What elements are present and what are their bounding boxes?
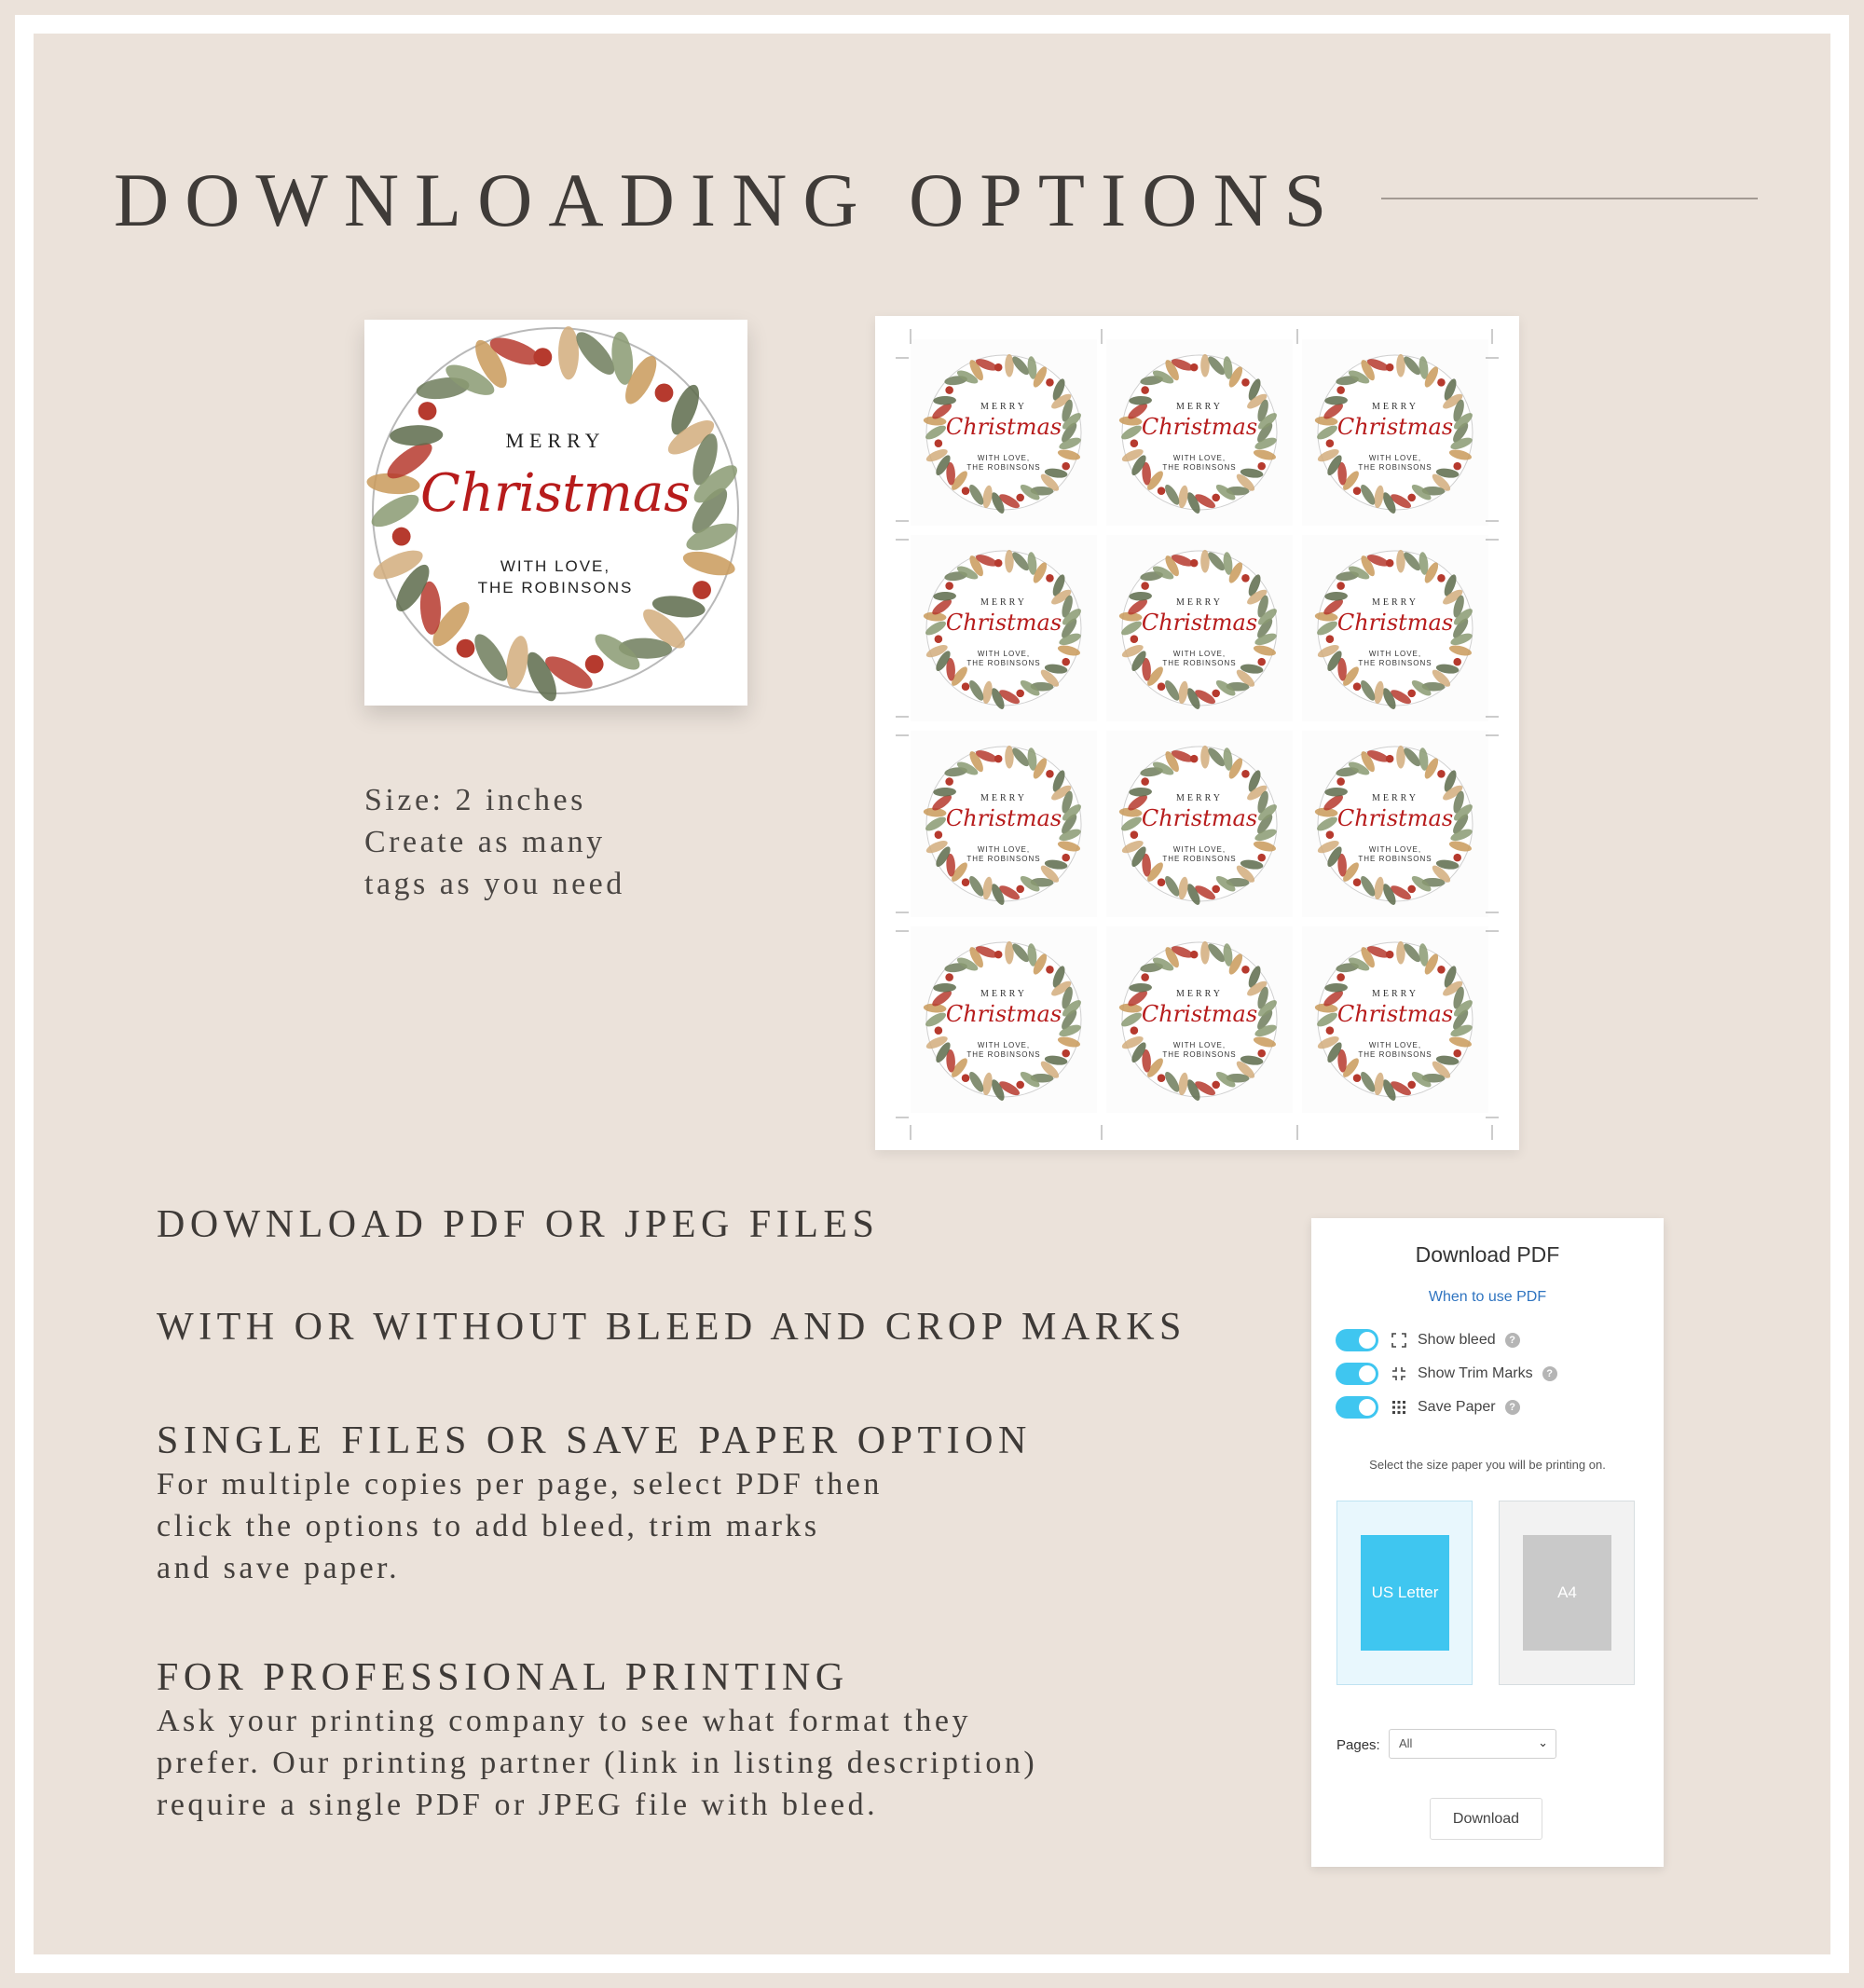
svg-text:Christmas: Christmas: [1141, 610, 1258, 636]
sheet-tag: [911, 339, 1097, 526]
expand-corners-icon: [1391, 1333, 1406, 1348]
feature-heading: SINGLE FILES OR SAVE PAPER OPTION: [157, 1419, 1032, 1462]
svg-text:WITH LOVE,: WITH LOVE,: [1368, 845, 1422, 854]
svg-text:WITH LOVE,: WITH LOVE,: [1172, 454, 1227, 462]
download-pdf-panel: [1311, 1218, 1664, 1867]
sheet-tag: [1302, 731, 1488, 917]
sheet-tag: [911, 731, 1097, 917]
option-save-paper: [1336, 1395, 1520, 1419]
feature-download-formats: [157, 1202, 879, 1247]
svg-text:WITH LOVE,: WITH LOVE,: [1172, 845, 1227, 854]
feature-heading: FOR PROFESSIONAL PRINTING: [157, 1656, 849, 1699]
svg-text:WITH LOVE,: WITH LOVE,: [1172, 1041, 1227, 1049]
sheet-tag: [1106, 339, 1293, 526]
svg-text:THE ROBINSONS: THE ROBINSONS: [966, 855, 1041, 863]
option-label: Show bleed: [1418, 1332, 1496, 1348]
save-paper-toggle[interactable]: [1336, 1396, 1378, 1419]
svg-text:WITH LOVE,: WITH LOVE,: [1368, 454, 1422, 462]
tag-family-name: THE ROBINSONS: [477, 579, 634, 596]
svg-text:THE ROBINSONS: THE ROBINSONS: [1358, 1050, 1432, 1059]
sheet-tag: [1106, 731, 1293, 917]
show-bleed-toggle[interactable]: [1336, 1329, 1378, 1351]
tag-christmas-script: Christmas: [419, 463, 692, 524]
svg-text:Christmas: Christmas: [1141, 805, 1258, 831]
feature-body-line: prefer. Our printing partner (link in listing description): [157, 1746, 1038, 1780]
show-trim-marks-toggle[interactable]: [1336, 1363, 1378, 1385]
svg-text:WITH LOVE,: WITH LOVE,: [977, 650, 1031, 658]
pages-label: Pages:: [1336, 1737, 1380, 1753]
svg-text:MERRY: MERRY: [1371, 793, 1419, 803]
feature-professional-printing: [157, 1655, 1037, 1826]
feature-body-line: For multiple copies per page, select PDF then: [157, 1467, 883, 1501]
svg-text:THE ROBINSONS: THE ROBINSONS: [1358, 659, 1432, 667]
svg-text:THE ROBINSONS: THE ROBINSONS: [966, 659, 1041, 667]
svg-text:MERRY: MERRY: [1175, 793, 1224, 803]
svg-text:MERRY: MERRY: [1175, 402, 1224, 412]
option-label: Show Trim Marks: [1418, 1365, 1533, 1381]
page-title: DOWNLOADING OPTIONS: [114, 158, 1343, 242]
sheet-tag: [1106, 535, 1293, 721]
svg-text:Christmas: Christmas: [945, 414, 1062, 440]
svg-text:THE ROBINSONS: THE ROBINSONS: [1162, 659, 1237, 667]
grid-icon: [1391, 1400, 1406, 1415]
option-show-trim-marks: [1336, 1362, 1557, 1386]
tag-sheet-preview: [875, 316, 1519, 1150]
feature-body-line: require a single PDF or JPEG file with bleed.: [157, 1788, 879, 1822]
tag-sheet-graphic: [875, 316, 1519, 1150]
svg-text:THE ROBINSONS: THE ROBINSONS: [1358, 463, 1432, 472]
feature-body-line: Ask your printing company to see what format they: [157, 1704, 972, 1738]
option-show-bleed: [1336, 1328, 1520, 1352]
feature-body-line: click the options to add bleed, trim marks: [157, 1509, 820, 1543]
svg-text:THE ROBINSONS: THE ROBINSONS: [1162, 855, 1237, 863]
svg-text:THE ROBINSONS: THE ROBINSONS: [1162, 1050, 1237, 1059]
svg-text:MERRY: MERRY: [980, 989, 1028, 999]
svg-text:MERRY: MERRY: [1371, 597, 1419, 608]
svg-text:MERRY: MERRY: [1371, 989, 1419, 999]
pages-select[interactable]: [1389, 1729, 1556, 1759]
svg-text:WITH LOVE,: WITH LOVE,: [1368, 1041, 1422, 1049]
svg-text:WITH LOVE,: WITH LOVE,: [1368, 650, 1422, 658]
svg-text:WITH LOVE,: WITH LOVE,: [1172, 650, 1227, 658]
paper-size-hint: Select the size paper you will be printing on.: [1369, 1458, 1606, 1472]
chevron-down-icon: ⌄: [1538, 1735, 1548, 1749]
help-icon[interactable]: ?: [1542, 1366, 1557, 1381]
feature-body: [157, 1700, 1037, 1826]
svg-text:MERRY: MERRY: [980, 402, 1028, 412]
size-line: Size: 2 inches: [364, 783, 586, 817]
panel-title: Download PDF: [1415, 1242, 1560, 1267]
sheet-tag: [1302, 926, 1488, 1113]
wreath-tag-graphic: [364, 320, 747, 706]
svg-text:Christmas: Christmas: [1336, 610, 1454, 636]
svg-text:Christmas: Christmas: [945, 610, 1062, 636]
feature-body-line: and save paper.: [157, 1551, 401, 1585]
svg-text:WITH LOVE,: WITH LOVE,: [977, 454, 1031, 462]
trim-marks-icon: [1391, 1366, 1406, 1381]
svg-text:Christmas: Christmas: [1141, 414, 1258, 440]
svg-text:Christmas: Christmas: [1336, 1001, 1454, 1027]
help-icon[interactable]: ?: [1505, 1400, 1520, 1415]
sheet-tag: [1302, 535, 1488, 721]
size-line: tags as you need: [364, 867, 625, 901]
sheet-tag: [1302, 339, 1488, 526]
svg-text:THE ROBINSONS: THE ROBINSONS: [1162, 463, 1237, 472]
svg-text:Christmas: Christmas: [1141, 1001, 1258, 1027]
feature-body: [157, 1463, 1032, 1589]
size-description: [364, 779, 625, 905]
svg-text:MERRY: MERRY: [1175, 989, 1224, 999]
paper-us-letter-option[interactable]: [1336, 1501, 1473, 1685]
option-label: Save Paper: [1418, 1399, 1496, 1415]
svg-text:THE ROBINSONS: THE ROBINSONS: [966, 1050, 1041, 1059]
paper-us-letter-label: US Letter: [1361, 1535, 1449, 1651]
paper-a4-option[interactable]: [1499, 1501, 1635, 1685]
svg-text:MERRY: MERRY: [1371, 402, 1419, 412]
svg-text:MERRY: MERRY: [1175, 597, 1224, 608]
single-tag-preview: [364, 320, 747, 706]
paper-a4-label: A4: [1523, 1535, 1611, 1651]
feature-heading: DOWNLOAD PDF OR JPEG FILES: [157, 1203, 880, 1246]
feature-heading: WITH OR WITHOUT BLEED AND CROP MARKS: [157, 1306, 1186, 1349]
svg-text:Christmas: Christmas: [945, 805, 1062, 831]
svg-text:Christmas: Christmas: [945, 1001, 1062, 1027]
svg-text:THE ROBINSONS: THE ROBINSONS: [966, 463, 1041, 472]
svg-text:Christmas: Christmas: [1336, 805, 1454, 831]
svg-text:WITH LOVE,: WITH LOVE,: [977, 1041, 1031, 1049]
feature-bleed-crop: [157, 1305, 1186, 1350]
sheet-tag: [911, 926, 1097, 1113]
tag-merry: MERRY: [505, 429, 606, 452]
sheet-tag: [911, 535, 1097, 721]
help-icon[interactable]: ?: [1505, 1333, 1520, 1348]
svg-text:MERRY: MERRY: [980, 597, 1028, 608]
sheet-tag: [1106, 926, 1293, 1113]
when-to-use-pdf-link[interactable]: When to use PDF: [1428, 1289, 1547, 1305]
svg-text:Christmas: Christmas: [1336, 414, 1454, 440]
title-divider: [1381, 198, 1758, 199]
pages-select-value: All: [1399, 1736, 1413, 1750]
svg-text:THE ROBINSONS: THE ROBINSONS: [1358, 855, 1432, 863]
feature-save-paper: [157, 1419, 1032, 1589]
svg-text:WITH LOVE,: WITH LOVE,: [977, 845, 1031, 854]
tag-with-love: WITH LOVE,: [500, 557, 611, 575]
download-button[interactable]: Download: [1430, 1798, 1542, 1840]
size-line: Create as many: [364, 825, 606, 859]
svg-text:MERRY: MERRY: [980, 793, 1028, 803]
